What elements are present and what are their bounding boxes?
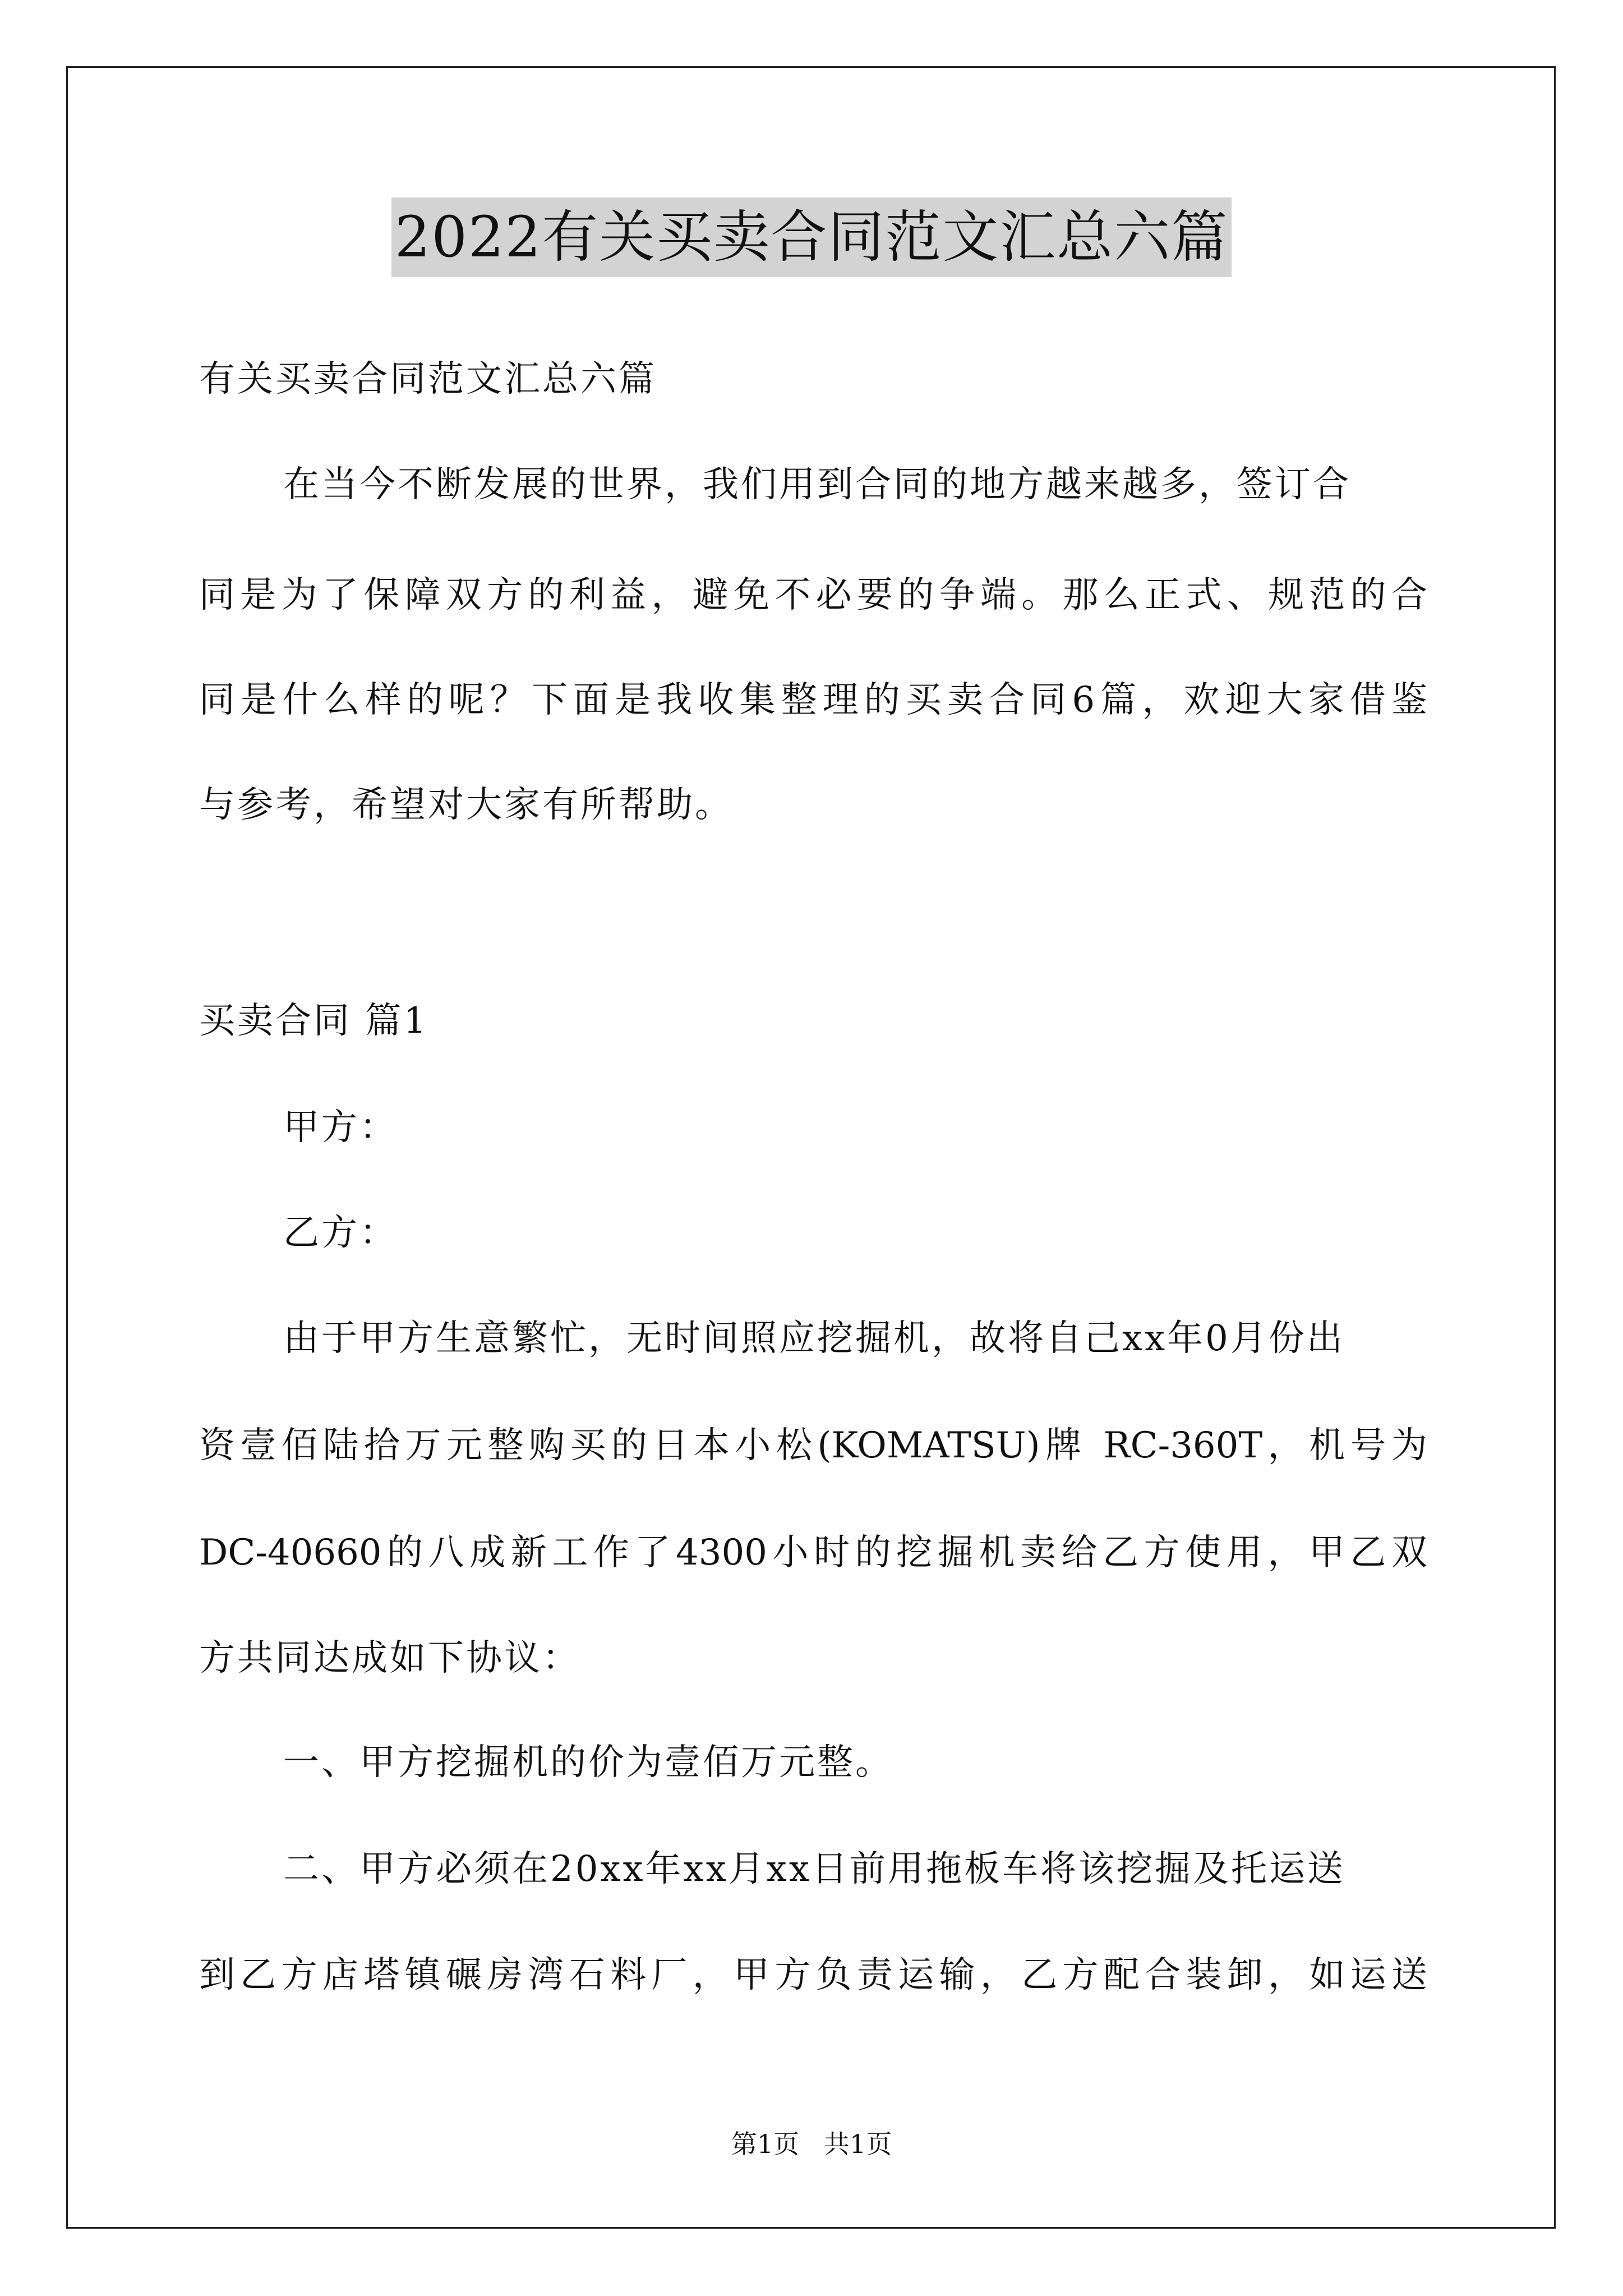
- subtitle-line: 有关买卖合同范文汇总六篇: [199, 358, 657, 400]
- paragraph-line: 与参考，希望对大家有所帮助。: [199, 784, 733, 826]
- party-a-line: 甲方：: [283, 1107, 398, 1148]
- paragraph-line: 由于甲方生意繁忙，无时间照应挖掘机，故将自己xx年0月份出: [283, 1318, 1345, 1359]
- paragraph-line: 同是为了保障双方的利益，避免不必要的争端。那么正式、规范的合: [199, 574, 1427, 616]
- page-footer: 第1页 共1页: [731, 2129, 892, 2159]
- clause-line: 二、甲方必须在20xx年xx月xx日前用拖板车将该挖掘及托运送: [283, 1848, 1345, 1890]
- paragraph-line: 在当今不断发展的世界，我们用到合同的地方越来越多，签订合: [283, 464, 1351, 505]
- clause-line: 到乙方店塔镇碾房湾石料厂，甲方负责运输，乙方配合装卸，如运送: [199, 1954, 1427, 1996]
- paragraph-line: 同是什么样的呢？下面是我收集整理的买卖合同6篇，欢迎大家借鉴: [199, 679, 1427, 721]
- paragraph-line: 资壹佰陆拾万元整购买的日本小松(KOMATSU)牌 RC-360T，机号为: [199, 1425, 1427, 1466]
- paragraph-line: 方共同达成如下协议：: [199, 1637, 580, 1679]
- paragraph-line: DC-40660的八成新工作了4300小时的挖掘机卖给乙方使用，甲乙双: [199, 1532, 1427, 1573]
- document-title: 2022有关买卖合同范文汇总六篇: [391, 197, 1232, 277]
- title-container: [0, 197, 1623, 277]
- section-heading: 买卖合同 篇1: [199, 1000, 429, 1042]
- clause-line: 一、甲方挖掘机的价为壹佰万元整。: [283, 1742, 893, 1783]
- party-b-line: 乙方：: [283, 1212, 398, 1254]
